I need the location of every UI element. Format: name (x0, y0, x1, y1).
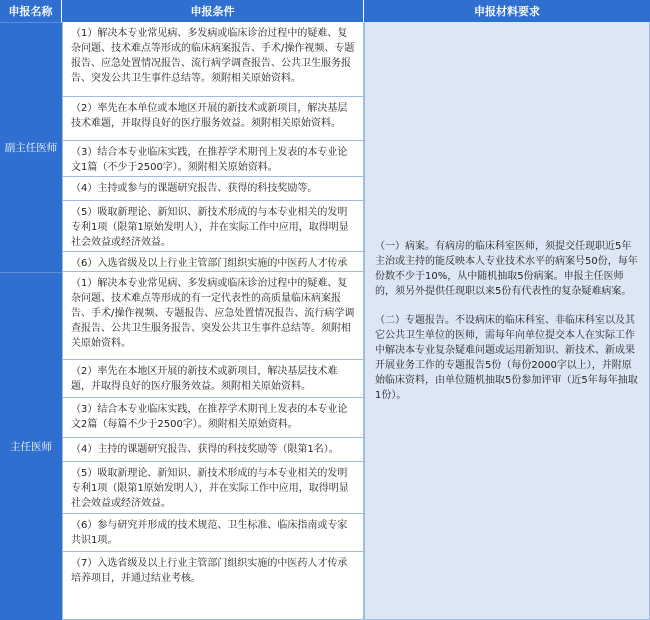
condition-cell: （1）解决本专业常见病、多发病或临床诊治过程中的疑难、复杂问题、技术难点等形成的有一定代表性的高质量临床病案报告、手术/操作视频、专题报告、应急处置情况报告、流行病学调查报告、公共卫生服务报告、突发公共卫生事件总结等。须附相关原始资料。 (62, 272, 364, 360)
condition-cell: （1）解决本专业常见病、多发病或临床诊治过程中的疑难、复杂问题、技术难点等形成的临床病案报告、手术/操作视频、专题报告、应急处置情况报告、流行病学调查报告、公共卫生服务报告、突发公共卫生事件总结等。须附相关原始资料。 (62, 22, 364, 97)
header-name: 申报名称 (0, 0, 62, 22)
header-conditions: 申报条件 (62, 0, 364, 22)
condition-cell: （7）入选省级及以上行业主管部门组织实施的中医药人才传承培养项目，并通过结业考核。 (62, 552, 364, 620)
condition-cell: （5）吸取新理论、新知识、新技术形成的与本专业相关的发明专利1项（限第1原始发明人），并在实际工作中应用，取得明显社会效益或经济效益。 (62, 462, 364, 514)
role-associate-chief-physician: 副主任医师 (0, 22, 62, 272)
condition-cell: （3）结合本专业临床实践，在推荐学术期刊上发表的本专业论文1篇（不少于2500字）。须附相关原始资料。 (62, 141, 364, 177)
condition-cell: （4）主持的课题研究报告、获得的科技奖励等（限第1名）。 (62, 438, 364, 462)
materials-special-report: （二）专题报告。不设病床的临床科室、非临床科室以及其它公共卫生单位的医师，需每年向单位提交本人在实际工作中解决本专业复杂疑难问题或运用新知识、新技术、新成果开展业务工作的专题报告5份（每份2000字以上），并附原始临床资料，由单位随机抽取5份参加评审（近5年每年抽取1份）。 (375, 314, 638, 401)
materials-cell (364, 22, 650, 620)
condition-cell: （2）率先在本单位或本地区开展的新技术或新项目，解决基层技术难题，并取得良好的医疗服务效益。须附相关原始资料。 (62, 97, 364, 141)
header-materials: 申报材料要求 (364, 0, 650, 22)
condition-cell: （4）主持或参与的课题研究报告、获得的科技奖励等。 (62, 177, 364, 201)
condition-cell: （3）结合本专业临床实践，在推荐学术期刊上发表的本专业论文2篇（每篇不少于2500字）。须附相关原始资料。 (62, 398, 364, 438)
condition-cell: （6）入选省级及以上行业主管部门组织实施的中医药人才传承 (62, 252, 364, 272)
condition-cell: （6）参与研究并形成的技术规范、卫生标准、临床指南或专家共识1项。 (62, 514, 364, 552)
role-chief-physician: 主任医师 (0, 272, 62, 620)
condition-cell: （5）吸取新理论、新知识、新技术形成的与本专业相关的发明专利1项（限第1原始发明人），并在实际工作中应用，取得明显社会效益或经济效益。 (62, 201, 364, 252)
materials-case-records: （一）病案。有病房的临床科室医师，须提交任现职近5年主治或主持的能反映本人专业技术水平的病案号50份，每年份数不少于10%，从中随机抽取5份病案。申报主任医师的，须另外提供任现职以来5份有代表性的复杂疑难病案。 (375, 240, 638, 297)
condition-cell: （2）率先在本地区开展的新技术或新项目，解决基层技术难题，并取得良好的医疗服务效益。须附相关原始资料。 (62, 360, 364, 398)
